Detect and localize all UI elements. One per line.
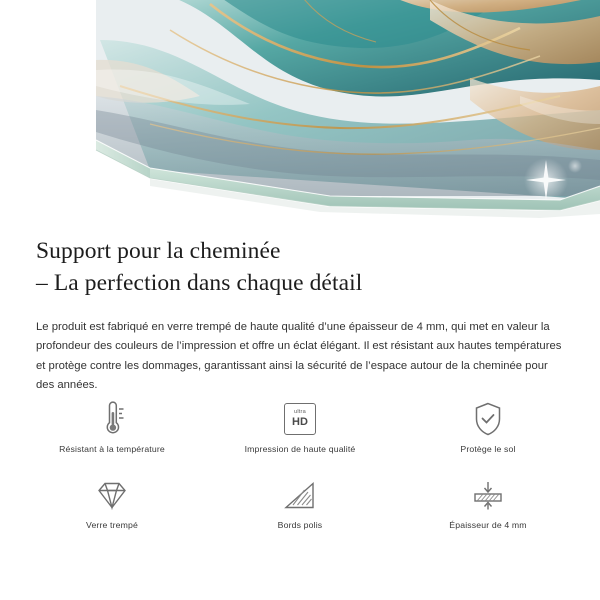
feature-label: Résistant à la température xyxy=(59,444,165,454)
feature-grid xyxy=(0,398,600,548)
description-paragraph: Le produit est fabriqué en verre trempé de haute qualité d’une épaisseur de 4 mm, qui met en valeur la profondeur des couleurs de l’impression et offre un éclat élégant. Il est résistant aux hautes températures et protège contre les dommages, garantissant ainsi la sécurité de l’espace autour de la cheminée pour des années. xyxy=(36,320,562,392)
diamond-icon xyxy=(93,474,131,516)
headline-line-2: – La perfection dans chaque détail xyxy=(36,269,363,296)
feature-item-print-quality xyxy=(206,398,394,472)
ultra-hd-badge-icon xyxy=(284,398,316,440)
thickness-4mm-icon xyxy=(469,474,507,516)
feature-item-thickness xyxy=(394,474,582,548)
text-content xyxy=(0,222,600,396)
badge-small-text: ultra xyxy=(294,409,306,416)
feature-label: Verre trempé xyxy=(85,520,138,530)
badge-big-text: HD xyxy=(292,415,308,428)
glass-panel-artwork xyxy=(0,0,600,222)
polished-edges-icon xyxy=(282,474,318,516)
thermometer-icon xyxy=(95,398,129,440)
feature-label: Épaisseur de 4 mm xyxy=(449,520,527,530)
hero-image xyxy=(0,0,600,222)
shield-check-icon xyxy=(471,398,505,440)
headline-line-1: Support pour la cheminée xyxy=(36,238,281,264)
feature-item-floor-protection xyxy=(394,398,582,472)
feature-label: Impression de haute qualité xyxy=(244,444,356,454)
feature-label: Bords polis xyxy=(277,520,323,530)
page-title xyxy=(36,236,564,300)
feature-item-temperature-resistant xyxy=(18,398,206,472)
feature-label: Protège le sol xyxy=(460,444,516,454)
feature-item-tempered-glass xyxy=(18,474,206,548)
feature-item-polished-edges xyxy=(206,474,394,548)
